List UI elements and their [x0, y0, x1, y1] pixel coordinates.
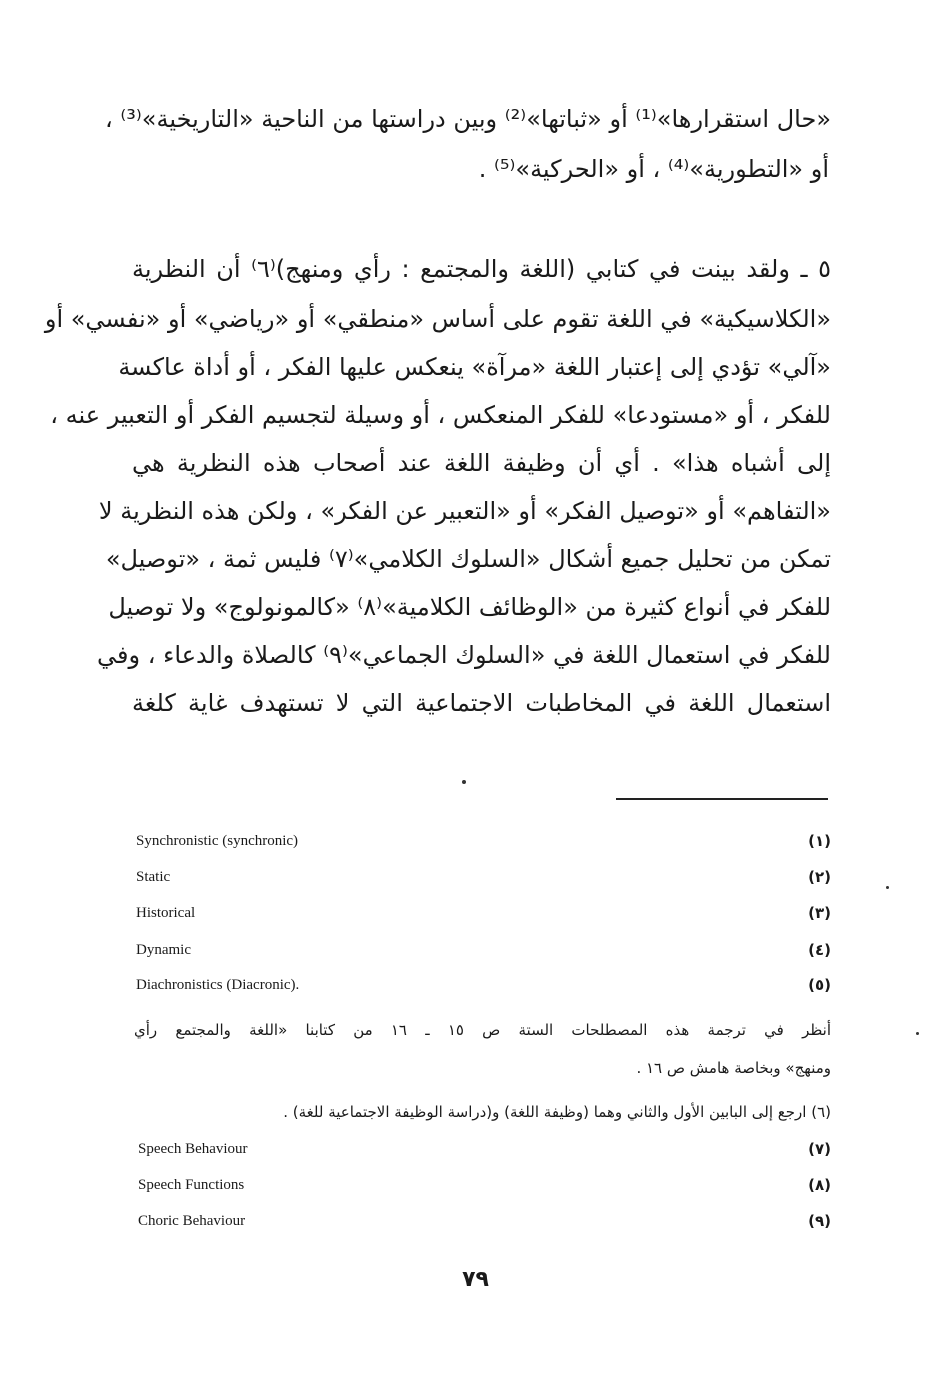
footnote-number: (٨): [808, 1176, 831, 1194]
footnote-term: Historical: [136, 905, 196, 921]
intro-line-2: أو «التطورية»⁽⁴⁾ ، أو «الحركية»⁽⁵⁾ .: [478, 155, 829, 183]
footnote-term: Dynamic: [136, 942, 191, 958]
footnote-note-line-2: ومنهج» وبخاصة هامش ص ١٦ .: [636, 1059, 831, 1077]
main-line-7: تمكن من تحليل جميع أشكال «السلوك الكلامي»⁽٧⁾ فليس ثمة ، «توصيل»: [105, 545, 831, 573]
main-line-8: للفكر في أنواع كثيرة من «الوظائف الكلامية»⁽٨⁾ «كالمونولوج» ولا توصيل: [108, 593, 831, 621]
footnote-3: [136, 902, 831, 924]
footnote-number: (٢): [808, 868, 831, 886]
footnote-term: Static: [136, 869, 171, 885]
footnote-term: Speech Functions: [138, 1177, 245, 1193]
footnote-6: (٦) ارجع إلى البابين الأول والثاني وهما (وظيفة اللغة) و(دراسة الوظيفة الاجتماعية للغة) .: [283, 1103, 831, 1121]
footnote-number: (١): [808, 832, 831, 850]
scan-speck: [886, 886, 889, 889]
scan-speck: [916, 1032, 919, 1035]
main-line-4: للفكر ، أو «مستودعا» للفكر المنعكس ، أو وسيلة لتجسيم الفكر أو التعبير عنه ،: [50, 401, 831, 429]
footnote-term: Synchronistic (synchronic): [136, 833, 299, 849]
footnote-number: (٣): [808, 904, 831, 922]
footnote-number: (٥): [808, 976, 831, 994]
footnote-note-line-1: أنظر في ترجمة هذه المصطلحات الستة ص ١٥ ـ ١٦ من كتابنا «اللغة والمجتمع رأي: [134, 1021, 831, 1039]
footnote-4: [136, 939, 831, 961]
main-line-6: «التفاهم» أو «توصيل الفكر» أو «التعبير عن الفكر» ، ولكن هذه النظرية لا: [98, 497, 831, 525]
page-number: ٧٩: [462, 1267, 489, 1292]
main-line-1: ٥ ـ ولقد بينت في كتابي (اللغة والمجتمع : رأي ومنهج)⁽٦⁾ أن النظرية: [132, 255, 831, 283]
main-line-9: للفكر في استعمال اللغة في «السلوك الجماعي»⁽٩⁾ كالصلاة والدعاء ، وفي: [97, 641, 831, 669]
footnote-5: [136, 974, 831, 996]
intro-line-1: «حال استقرارها»⁽¹⁾ أو «ثباتها»⁽²⁾ وبين دراستها من الناحية «التاريخية»⁽³⁾ ،: [105, 105, 831, 133]
footnote-8: [136, 1174, 831, 1196]
footnote-9: [136, 1210, 831, 1232]
footnote-number: (٩): [808, 1212, 831, 1230]
footnote-7: [136, 1138, 831, 1160]
footnote-term: Speech Behaviour: [138, 1141, 248, 1157]
main-line-3: «آلي» تؤدي إلى إعتبار اللغة «مرآة» ينعكس عليها الفكر ، أو أداة عاكسة: [118, 353, 831, 381]
scan-speck: [462, 780, 466, 784]
footnote-2: [136, 866, 831, 888]
footnote-number: (٧): [808, 1140, 831, 1158]
footnote-separator: [616, 798, 828, 800]
footnote-term: Choric Behaviour: [138, 1213, 246, 1229]
main-line-2: «الكلاسيكية» في اللغة تقوم على أساس «منطقي» أو «رياضي» أو «نفسي» أو: [44, 305, 831, 333]
main-line-10: استعمال اللغة في المخاطبات الاجتماعية التي لا تستهدف غاية كلغة: [132, 689, 831, 717]
footnote-number: (٤): [808, 941, 831, 959]
footnote-term: Diachronistics (Diacronic).: [136, 977, 300, 993]
footnote-1: [136, 830, 831, 852]
main-line-5: إلى أشباه هذا» . أي أن وظيفة اللغة عند أصحاب هذه النظرية هي: [132, 449, 831, 477]
